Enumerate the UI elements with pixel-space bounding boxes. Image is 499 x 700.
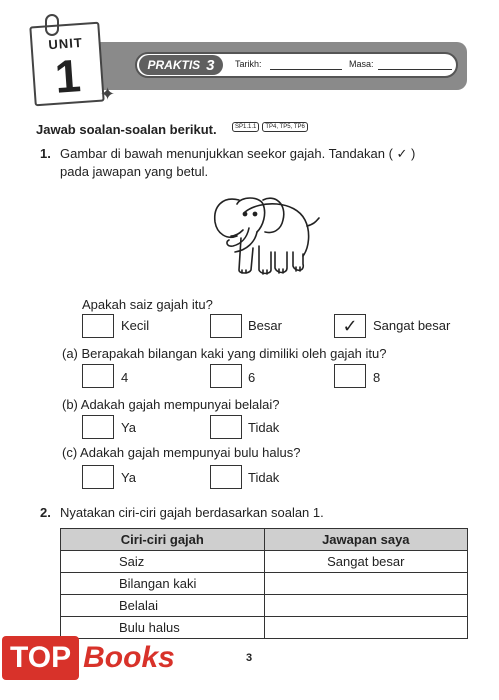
table-cell-answer[interactable] [264, 617, 467, 639]
table-cell-answer[interactable] [264, 595, 467, 617]
question-1-number: 1. [40, 146, 51, 161]
checkbox-b-ya[interactable] [82, 415, 114, 439]
question-1-text-line1: Gambar di bawah menunjukkan seekor gajah. Tandakan ( ✓ ) [60, 146, 416, 161]
masa-line [378, 69, 452, 70]
table-cell-feature: Bilangan kaki [61, 573, 265, 595]
option-kecil: Kecil [121, 318, 150, 333]
praktis-number: 3 [206, 56, 215, 74]
column-header-ciri: Ciri-ciri gajah [61, 529, 265, 551]
question-c: (c) Adakah gajah mempunyai bulu halus? [62, 445, 301, 460]
question-b: (b) Adakah gajah mempunyai belalai? [62, 397, 280, 412]
table-header-row [61, 529, 468, 551]
page-number: 3 [246, 652, 253, 664]
question-1-text-line2: pada jawapan yang betul. [60, 164, 209, 179]
option-besar: Besar [248, 318, 282, 333]
question-2-number: 2. [40, 505, 51, 520]
checkbox-c-ya[interactable] [82, 465, 114, 489]
checkbox-sangat-besar[interactable] [334, 314, 366, 338]
watermark-top: TOP [2, 636, 79, 680]
table-cell-feature: Belalai [61, 595, 265, 617]
option-a-6: 6 [248, 370, 256, 385]
table-row [61, 595, 468, 617]
table-cell-answer[interactable]: Sangat besar [264, 551, 467, 573]
option-a-8: 8 [373, 370, 381, 385]
features-table [60, 528, 468, 639]
praktis-label: PRAKTIS [147, 58, 201, 72]
standard-tags [232, 122, 308, 132]
question-2-text: Nyatakan ciri-ciri gajah berdasarkan soalan 1. [60, 505, 324, 520]
table-row [61, 573, 468, 595]
star-icon: ✦ [100, 84, 116, 104]
option-b-tidak: Tidak [248, 420, 280, 435]
unit-word: UNIT [47, 34, 84, 53]
checkbox-kecil[interactable] [82, 314, 114, 338]
instruction-heading: Jawab soalan-soalan berikut. [36, 122, 217, 137]
unit-number: 1 [53, 49, 83, 103]
checkbox-b-tidak[interactable] [210, 415, 242, 439]
tp-tag: TP4, TP5, TP6 [262, 122, 307, 132]
option-c-ya: Ya [121, 470, 136, 485]
option-a-4: 4 [121, 370, 129, 385]
option-sangat-besar: Sangat besar [373, 318, 451, 333]
question-a: (a) Berapakah bilangan kaki yang dimiliki oleh gajah itu? [62, 346, 387, 361]
sp-tag: SP1.1.1 [232, 122, 259, 132]
check-mark-icon: ✓ [342, 315, 358, 336]
paper-clip-icon [45, 14, 59, 36]
table-cell-feature: Bulu halus [61, 617, 265, 639]
watermark-books: Books [83, 641, 175, 674]
option-c-tidak: Tidak [248, 470, 280, 485]
praktis-badge [139, 55, 223, 75]
tarikh-line [270, 69, 342, 70]
masa-label: Masa: [349, 59, 374, 69]
tarikh-label: Tarikh: [235, 59, 262, 69]
checkbox-a-8[interactable] [334, 364, 366, 388]
elephant-illustration [205, 190, 323, 280]
size-question: Apakah saiz gajah itu? [82, 297, 213, 312]
table-cell-answer[interactable] [264, 573, 467, 595]
column-header-jawapan: Jawapan saya [264, 529, 467, 551]
option-b-ya: Ya [121, 420, 136, 435]
checkbox-c-tidak[interactable] [210, 465, 242, 489]
table-row [61, 551, 468, 573]
checkbox-a-6[interactable] [210, 364, 242, 388]
topbooks-watermark [2, 636, 175, 680]
table-cell-feature: Saiz [61, 551, 265, 573]
checkbox-a-4[interactable] [82, 364, 114, 388]
checkbox-besar[interactable] [210, 314, 242, 338]
unit-tag [29, 22, 104, 107]
